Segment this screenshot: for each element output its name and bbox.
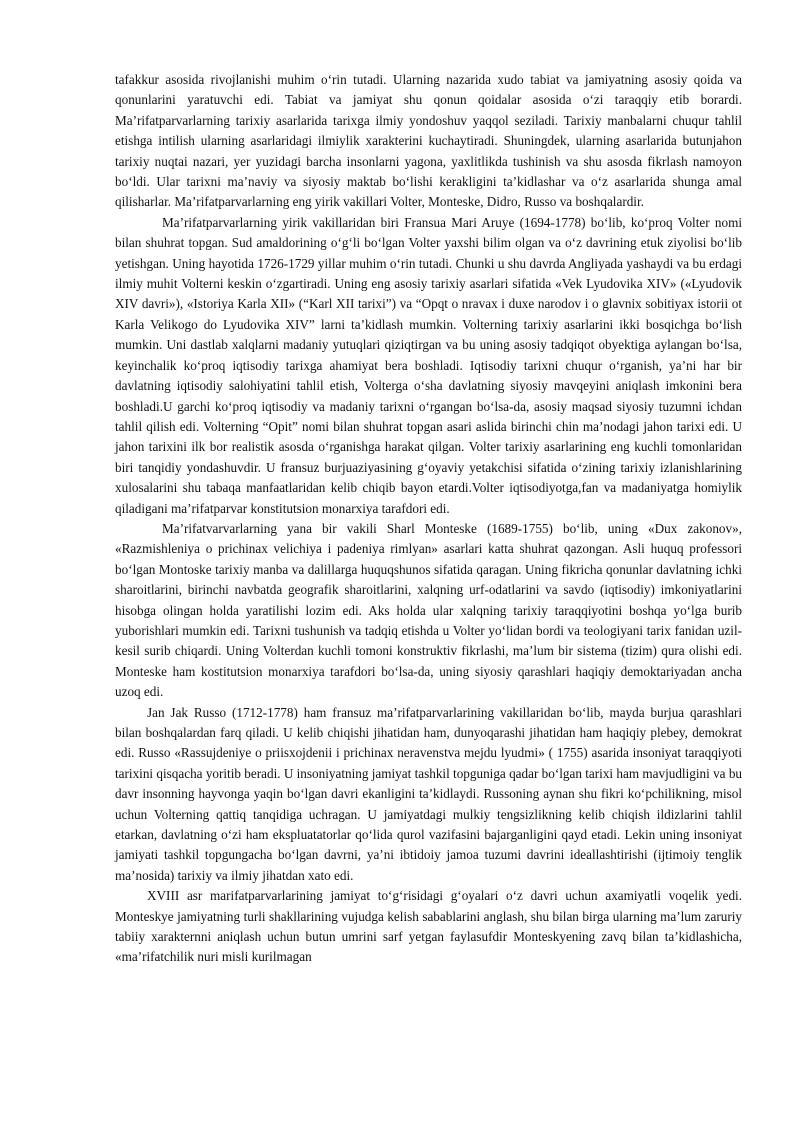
paragraph-4: Jan Jak Russo (1712-1778) ham fransuz maʼrifatparvarlarining vakillaridan boʻlib, mayda burjua qarashlari bilan boshqalardan farq qiladi. U kelib chiqishi jihatidan ham, dunyoqarashi jihatidan ham haqiqiy plebey, demokrat edi. Russo «Rassujdeniye o priisxojdenii i prichinax neravenstva mejdu lyudmi» ( 1755) asarida insoniyat taraqqiyoti tarixini qisqacha yoritib beradi. U insoniyatning jamiyat tashkil topguniga qadar boʻlgan tarixi ham mavjudligini va bu davr insonning hayvonga yaqin boʻlgan davri ekanligini taʼkidlaydi. Russoning aynan shu fikri koʻpchilikning, misol uchun Volterning qattiq tanqidiga uchragan. U jamiyatdagi mulkiy tengsizlikning kelib chiqish ildizlarini tahlil etarkan, davlatning oʻzi ham ekspluatatorlar qoʻlida qurol vazifasini bajarganligini qayd etadi. Lekin uning insoniyat jamiyati tashkil topgungacha boʻlgan davrni, yaʼni ibtidoiy jamoa tuzumi davrini ideallashtirishi (ijtimoiy tenglik maʼnosida) tarixiy va ilmiy jihatdan xato edi. (115, 704, 743, 883)
paragraph-1: tafakkur asosida rivojlanishi muhim oʻrin tutadi. Ularning nazarida xudo tabiat va jamiyatning asosiy qoida va qonunlarini yaratuvchi edi. Tabiat va jamiyat shu qonun qoidalar asosida oʻzi taraqqiy etib borardi. Maʼrifatparvarlarning tarixiy asarlarida tarixga ilmiy yondoshuv yaqqol seziladi. Tarixiy manbalarni chuqur tahlil etishga intilish ularning asarlaridagi ilmiylik xarakterini kuchaytiradi. Shuningdek, ularning asarlarida butunjahon tarixiy nuqtai nazari, yer yuzidagi barcha insonlarni yagona, yaxlitlikda tushinish va shu asosda fikrlash namoyon boʻldi. Ular tarixni maʼnaviy va siyosiy maktab boʻlishi kerakligini taʼkidlashar va oʻz asarlarida shunga amal qilisharlar. Maʼrifatparvarlarning eng yirik vakillari Volter, Monteske, Didro, Russo va boshqalardir. (115, 72, 742, 210)
paragraph-3: Maʼrifatvarvarlarning yana bir vakili Sharl Monteske (1689-1755) boʻlib, uning «Dux zakonov», «Razmishleniya o prichinax velichiya i padeniya rimlyan» asarlari katta shuhrat qazongan. Asli huquq professori boʻlgan Montoske tarixiy manba va dalillarga huquqshunos sifatida qaragan. Uning fikricha qonunlar davlatning ichki sharoitlarini, birinchi navbatda geografik sharoitlarini, xalqning urf-odatlarini va savdo (iqtisodiy) imkoniyatlarini hisobga olingan holda yaratilishi lozim edi. Aks holda ular xalqning tarixiy taraqqiyotini boshqa yoʻlga burib yuborishlari mumkin edi. Tarixni tushunish va tadqiq etishda u Volter yoʻlidan bordi va teologiyani tarix fanidan uzil-kesil surib chiqardi. Uning Volterdan kuchli tomoni konstruktiv fikrlashi, maʼlum bir sistema (tizim) qura olishi edi. Monteske ham kostitutsion monarxiya tarafdori boʻlsa-da, uning siyosiy qarashlari haqiqiy demoktariyadan ancha uzoq edi. (115, 520, 742, 700)
paragraph-5: XVIII asr marifatparvarlarining jamiyat toʻgʻrisidagi gʻoyalari oʻz davri uchun axamiyatli voqelik yedi. Monteskye jamiyatning turli shakllarining vujudga kelish sabablarini anglash, shu bilan birga ularning maʼlum zaruriy tabiiy xarakternni aniqlash uchun butun umrini sarf yetgan faylasufdir Monteskyening zavq bilan taʼkidlashicha, «maʼrifatchilik nuri misli kurilmagan (115, 888, 742, 965)
document-page (115, 70, 742, 968)
paragraph-2: Maʼrifatparvarlarning yirik vakillaridan biri Fransua Mari Aruye (1694-1778) boʻlib, koʻproq Volter nomi bilan shuhrat topgan. Sud amaldorining oʻgʻli boʻlgan Volter yaxshi bilim olgan va oʻz davrining etuk ziyolisi boʻlib yetishgan. Uning hayotida 1726-1729 yillar muhim oʻrin tutadi. Chunki u shu davrda Angliyada yashaydi va bu erdagi ilmiy muhit Volterni keskin oʻzgartiradi. Uning eng asosiy tarixiy asarlari sifatida «Vek Lyudovika XIV» («Lyudovik XIV davri»), «Istoriya Karla XII» (“Karl XII tarixi”) va “Opqt o nravax i duxe narodov i o glavnix sobitiyax istorii ot Karla Velikogo do Lyudovika XIV” larni taʼkidlash mumkin. Volterning tarixiy asarlarini ikki bosqichga boʻlish mumkin. Uni dastlab xalqlarni madaniy yutuqlari qiziqtirgan va bu uning asosiy tadqiqot obyektiga aylangan boʻlsa, keyinchalik koʻproq iqtisodiy tarixga ahamiyat bera boshladi. Iqtisodiy tarixni chuqur oʻrganish, yaʼni har bir davlatning iqtisodiy salohiyatini tahlil etish, Volterga oʻsha davlatning siyosiy mavqeyini aniqlash imkonini bera boshladi.U garchi koʻproq iqtisodiy va madaniy tarixni oʻrgangan boʻlsa-da, asosiy maqsad siyosiy tuzumni ichdan tahlil qilish edi. Volterning “Opit” nomi bilan shuhrat topgan asari aslida birinchi chin maʼnodagi jahon tarixi edi. U jahon tarixini ilk bor realistik asosda oʻrganishga harakat qilgan. Volter tarixiy asarlarining eng kuchli tomonlaridan biri tanqidiy yondashuvdir. U fransuz burjuaziyasining gʻoyaviy yetakchisi sifatida oʻzining tarixiy izlanishlarining xulosalarini shu tabaqa manfaatlaridan kelib chiqib bayon etardi.Volter iqtisodiyotga,fan va madaniyatga homiylik qiladigani maʼrifatparvar konstitutsion monarxiya tarafdori edi. (115, 214, 742, 516)
